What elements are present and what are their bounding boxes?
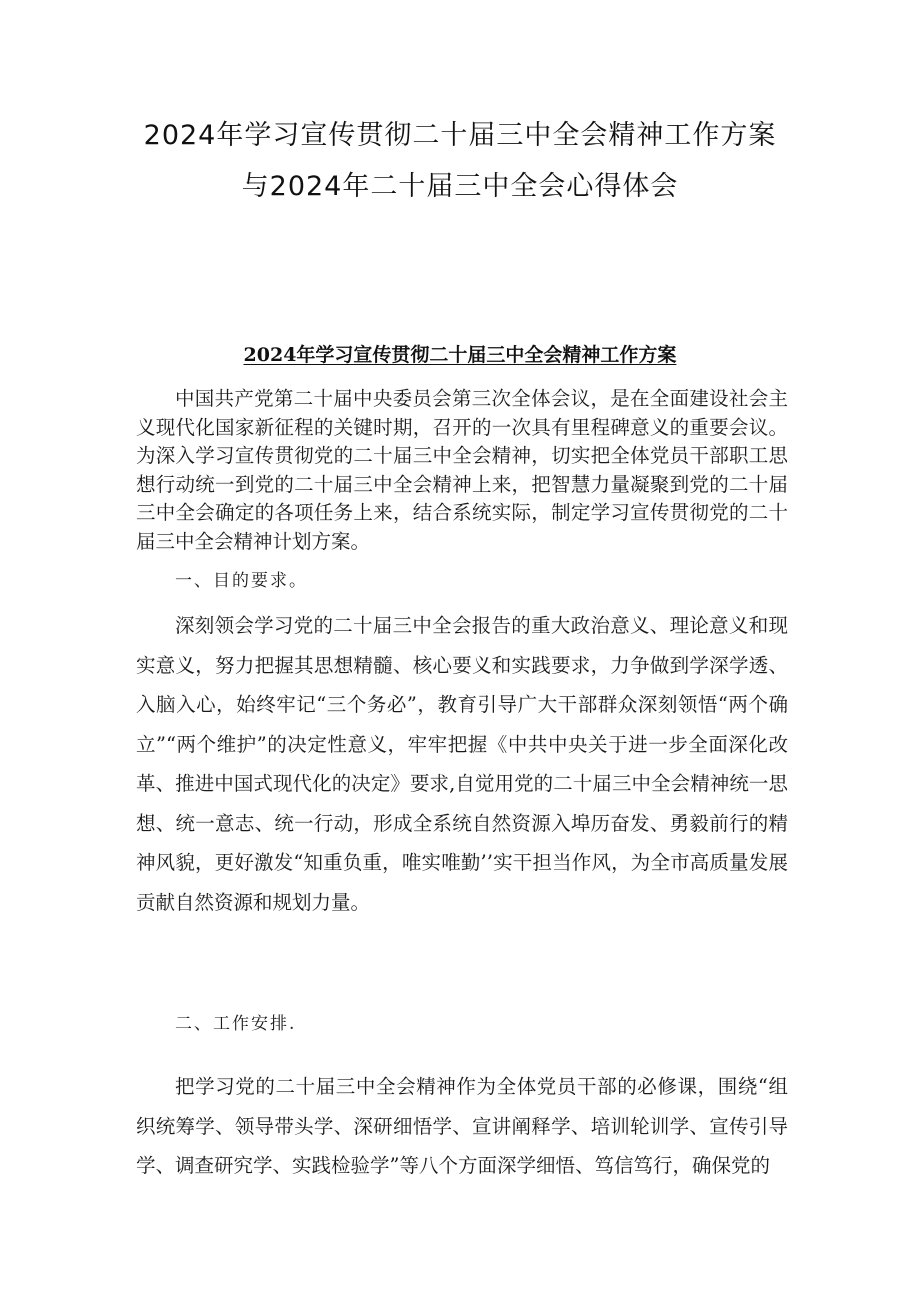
heading-work-arrangement: 二、工作安排. (175, 1014, 297, 1034)
document-title-line-1: 2024年学习宣传贯彻二十届三中全会精神工作方案 (143, 120, 777, 151)
intro-paragraph: 中国共产党第二十届中央委员会第三次全体会议，是在全面建设社会主义现代化国家新征程的关键时期，召开的一次具有里程碑意义的重要会议。为深入学习宣传贯彻党的二十届三中全会精神，切实把全体党员干部职工思想行动统一到党的二十届三中全会精神上来，把智慧力量凝聚到党的二十届三中全会确定的各项任务上来，结合系统实际，制定学习宣传贯彻党的二十届三中全会精神计划方案。 (136, 387, 788, 553)
paragraph-objectives: 深刻领会学习党的二十届三中全会报告的重大政治意义、理论意义和现实意义，努力把握其思想精髓、核心要义和实践要求，力争做到学深学透、入脑入心，始终牢记“三个务必”，教育引导广大干部群众深刻领悟“两个确立”“两个维护”的决定性意义，牢牢把握《中共中央关于进一步全面深化改革、推进中国式现代化的决定》要求,自觉用党的二十届三中全会精神统一思想、统一意志、统一行动，形成全系统自然资源入埠历奋发、勇毅前行的精神风貌，更好激发“知重负重，唯实唯勤’’实干担当作风，为全市高质量发展贡献自然资源和规划力量。 (136, 614, 788, 914)
paragraph-work-arrangement: 把学习党的二十届三中全会精神作为全体党员干部的必修课，围绕“组织统筹学、领导带头学、深研细悟学、宣讲阐释学、培训轮训学、宣传引导学、调查研究学、实践检验学”等八个方面深学细悟、笃信笃行，确保党的 (136, 1075, 788, 1177)
section-title: 2024年学习宣传贯彻二十届三中全会精神工作方案 (243, 344, 677, 366)
document-title-line-2: 与2024年二十届三中全会心得体会 (241, 171, 679, 202)
heading-objectives: 一、目的要求。 (175, 571, 308, 591)
